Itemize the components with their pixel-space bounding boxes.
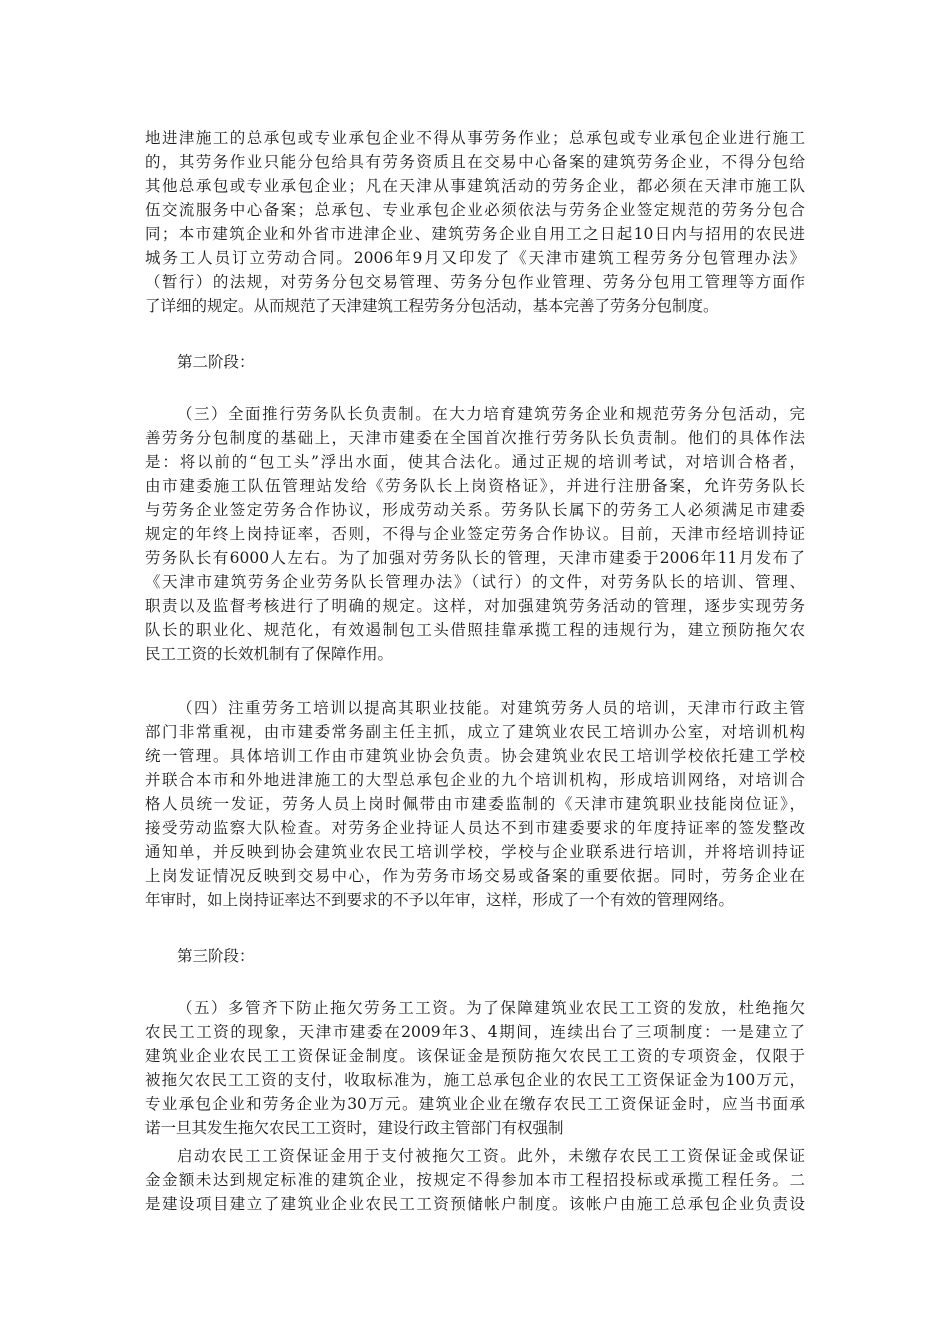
- text-line: 职责以及监督考核进行了明确的规定。这样，对加强建筑劳务活动的管理，逐步实现劳务: [145, 597, 805, 615]
- text-line: 城务工人员订立劳动合同。2006年9月又印发了《天津市建筑工程劳务分包管理办法》: [145, 249, 805, 267]
- text-line: 是建设项目建立了建筑业企业农民工工资预储帐户制度。该帐户由施工总承包企业负责设: [145, 1195, 805, 1213]
- text-line: （暂行）的法规，对劳务分包交易管理、劳务分包作业管理、劳务分包用工管理等方面作: [145, 273, 805, 291]
- text-line: 建筑业企业农民工工资保证金制度。该保证金是预防拖欠农民工工资的专项资金，仅限于: [145, 1047, 805, 1065]
- section-heading-stage-2: 第二阶段：: [177, 353, 255, 371]
- text-line: 规定的年终上岗持证率，否则，不得与企业签定劳务合作协议。目前，天津市经培训持证: [145, 525, 805, 543]
- text-line: 与劳务企业签定劳务合作协议，形成劳动关系。劳务队长属下的劳务工人必须满足市建委: [145, 501, 805, 519]
- text-line: 被拖欠农民工工资的支付，收取标准为，施工总承包企业的农民工工资保证金为100万元，: [145, 1071, 805, 1089]
- text-line: 接受劳动监察大队检查。对劳务企业持证人员达不到市建委要求的年度持证率的签发整改: [145, 819, 805, 837]
- text-line: 劳务队长有6000人左右。为了加强对劳务队长的管理，天津市建委于2006年11月发布了: [145, 549, 805, 567]
- text-line: 的，其劳务作业只能分包给具有劳务资质且在交易中心备案的建筑劳务企业，不得分包给: [145, 153, 805, 171]
- text-line: 《天津市建筑劳务企业劳务队长管理办法》（试行）的文件，对劳务队长的培训、管理、: [145, 573, 805, 591]
- text-line: 地进津施工的总承包或专业承包企业不得从事劳务作业；总承包或专业承包企业进行施工: [145, 129, 805, 147]
- text-line: 部门非常重视，由市建委常务副主任主抓，成立了建筑业农民工培训办公室，对培训机构: [145, 723, 805, 741]
- text-line: 农民工工资的现象，天津市建委在2009年3、4期间，连续出台了三项制度：一是建立了: [145, 1023, 805, 1041]
- text-line: 了详细的规定。从而规范了天津建筑工程劳务分包活动，基本完善了劳务分包制度。: [145, 297, 719, 315]
- text-line: 队长的职业化、规范化，有效遏制包工头借照挂靠承揽工程的违规行为，建立预防拖欠农: [145, 621, 805, 639]
- text-line: （四）注重劳务工培训以提高其职业技能。对建筑劳务人员的培训，天津市行政主管: [177, 699, 805, 717]
- text-line: 格人员统一发证，劳务人员上岗时佩带由市建委监制的《天津市建筑职业技能岗位证》，: [145, 795, 805, 813]
- text-line: 同；本市建筑企业和外省市进津企业、建筑劳务企业自用工之日起10日内与招用的农民进: [145, 225, 805, 243]
- text-line: 专业承包企业和劳务企业为30万元。建筑业企业在缴存农民工工资保证金时，应当书面承: [145, 1095, 805, 1113]
- text-line: 并联合本市和外地进津施工的大型总承包企业的九个培训机构，形成培训网络，对培训合: [145, 771, 805, 789]
- text-line: 统一管理。具体培训工作由市建筑业协会负责。协会建筑业农民工培训学校依托建工学校: [145, 747, 805, 765]
- text-line: 启动农民工工资保证金用于支付被拖欠工资。此外，未缴存农民工工资保证金或保证: [177, 1147, 805, 1165]
- text-line: 上岗发证情况反映到交易中心，作为劳务市场交易或备案的重要依据。同时，劳务企业在: [145, 867, 805, 885]
- text-line: 诺一旦其发生拖欠农民工工资时，建设行政主管部门有权强制: [145, 1119, 564, 1137]
- text-line: 由市建委施工队伍管理站发给《劳务队长上岗资格证》，并进行注册备案，允许劳务队长: [145, 477, 805, 495]
- text-line: 年审时，如上岗持证率达不到要求的不予以年审，这样，形成了一个有效的管理网络。: [145, 891, 735, 909]
- text-line: 金金额未达到规定标准的建筑企业，按规定不得参加本市工程招投标或承揽工程任务。二: [145, 1171, 805, 1189]
- text-line: 伍交流服务中心备案；总承包、专业承包企业必须依法与劳务企业签定规范的劳务分包合: [145, 201, 805, 219]
- section-heading-stage-3: 第三阶段：: [177, 947, 255, 965]
- text-line: （三）全面推行劳务队长负责制。在大力培育建筑劳务企业和规范劳务分包活动，完: [177, 405, 805, 423]
- text-line: （五）多管齐下防止拖欠劳务工工资。为了保障建筑业农民工工资的发放，杜绝拖欠: [177, 999, 805, 1017]
- text-line: 是：将以前的“包工头”浮出水面，使其合法化。通过正规的培训考试，对培训合格者，: [145, 453, 805, 471]
- text-line: 善劳务分包制度的基础上，天津市建委在全国首次推行劳务队长负责制。他们的具体作法: [145, 429, 805, 447]
- text-line: 通知单，并反映到协会建筑业农民工培训学校，学校与企业联系进行培训，并将培训持证: [145, 843, 805, 861]
- text-line: 民工工资的长效机制有了保障作用。: [145, 645, 394, 663]
- text-line: 其他总承包或专业承包企业；凡在天津从事建筑活动的劳务企业，都必须在天津市施工队: [145, 177, 805, 195]
